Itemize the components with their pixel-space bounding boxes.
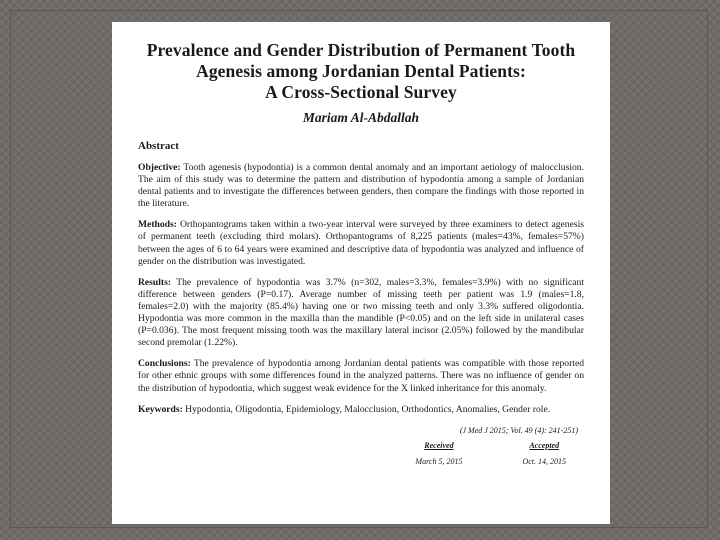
- conclusions-paragraph: [138, 358, 584, 394]
- paper-page: [112, 22, 610, 524]
- keywords-label: Keywords:: [138, 403, 183, 415]
- methods-paragraph: [138, 219, 584, 267]
- conclusions-label: Conclusions:: [138, 358, 191, 370]
- received-column: [415, 441, 462, 466]
- journal-citation: (J Med J 2015; Vol. 49 (4): 241-251): [459, 425, 578, 435]
- received-label: Received: [424, 440, 454, 450]
- methods-text: Orthopantograms taken within a two-year interval were surveyed by three examiners to detect agenesis of permanent teeth (excluding third molars). Orthopantograms of 8,225 patients (males=43%, females=57%) between the ages of 6 to 64 years were examined and descriptive data of hypodontia was analyzed and influence of gender on the distribution was investigated.: [138, 219, 584, 267]
- results-label: Results:: [138, 276, 172, 288]
- keywords-paragraph: [138, 404, 584, 416]
- results-paragraph: [138, 277, 584, 350]
- abstract-heading: Abstract: [138, 140, 179, 152]
- conclusions-text: The prevalence of hypodontia among Jordanian dental patients was compatible with those reported for other ethnic groups with some differences found in the analyzed patterns. There was no influence of gender on the distribution of hypodontia, which suggest weak evidence for the X linked inheritance for this anomaly.: [138, 358, 584, 394]
- accepted-column: [522, 441, 566, 466]
- methods-label: Methods:: [138, 219, 177, 231]
- title-line-2: Agenesis among Jordanian Dental Patients:: [196, 61, 526, 81]
- author-name: Mariam Al-Abdallah: [302, 110, 420, 125]
- title-line-1: Prevalence and Gender Distribution of Permanent Tooth: [146, 40, 576, 60]
- dates-block: [138, 441, 566, 466]
- objective-text: Tooth agenesis (hypodontia) is a common dental anomaly and an important aetiology of malocclusion. The aim of this study was to determine the pattern and distribution of hypodontia among a sample of Jordanian dental patients and to investigate the differences between genders, then compare the findings with those reported in the literature.: [138, 162, 584, 210]
- objective-paragraph: [138, 162, 584, 210]
- accepted-date: Oct. 14, 2015: [522, 456, 566, 466]
- received-date: March 5, 2015: [415, 456, 463, 466]
- accepted-label: Accepted: [529, 440, 560, 450]
- title-line-3: A Cross-Sectional Survey: [265, 82, 457, 102]
- objective-label: Objective:: [138, 162, 181, 173]
- keywords-text: Hypodontia, Oligodontia, Epidemiology, Malocclusion, Orthodontics, Anomalies, Gender role.: [182, 403, 551, 415]
- results-text: The prevalence of hypodontia was 3.7% (n=302, males=3.3%, females=3.9%) with no significant difference between genders (P=0.17). Average number of missing teeth per patient was 1.9 (males=1.8, females=2.0) with the majority (85.4%) having one or two missing teeth and only 3.3% suffered oligodontia. Hypodontia was more common in the maxilla than the mandible (P<0.05) and on the left side in unilateral cases (P=0.036). The most frequent missing tooth was the maxillary lateral incisor (2.05%) followed by the mandibular second premolar (1.22%).: [138, 276, 584, 349]
- paper-title: [138, 40, 584, 103]
